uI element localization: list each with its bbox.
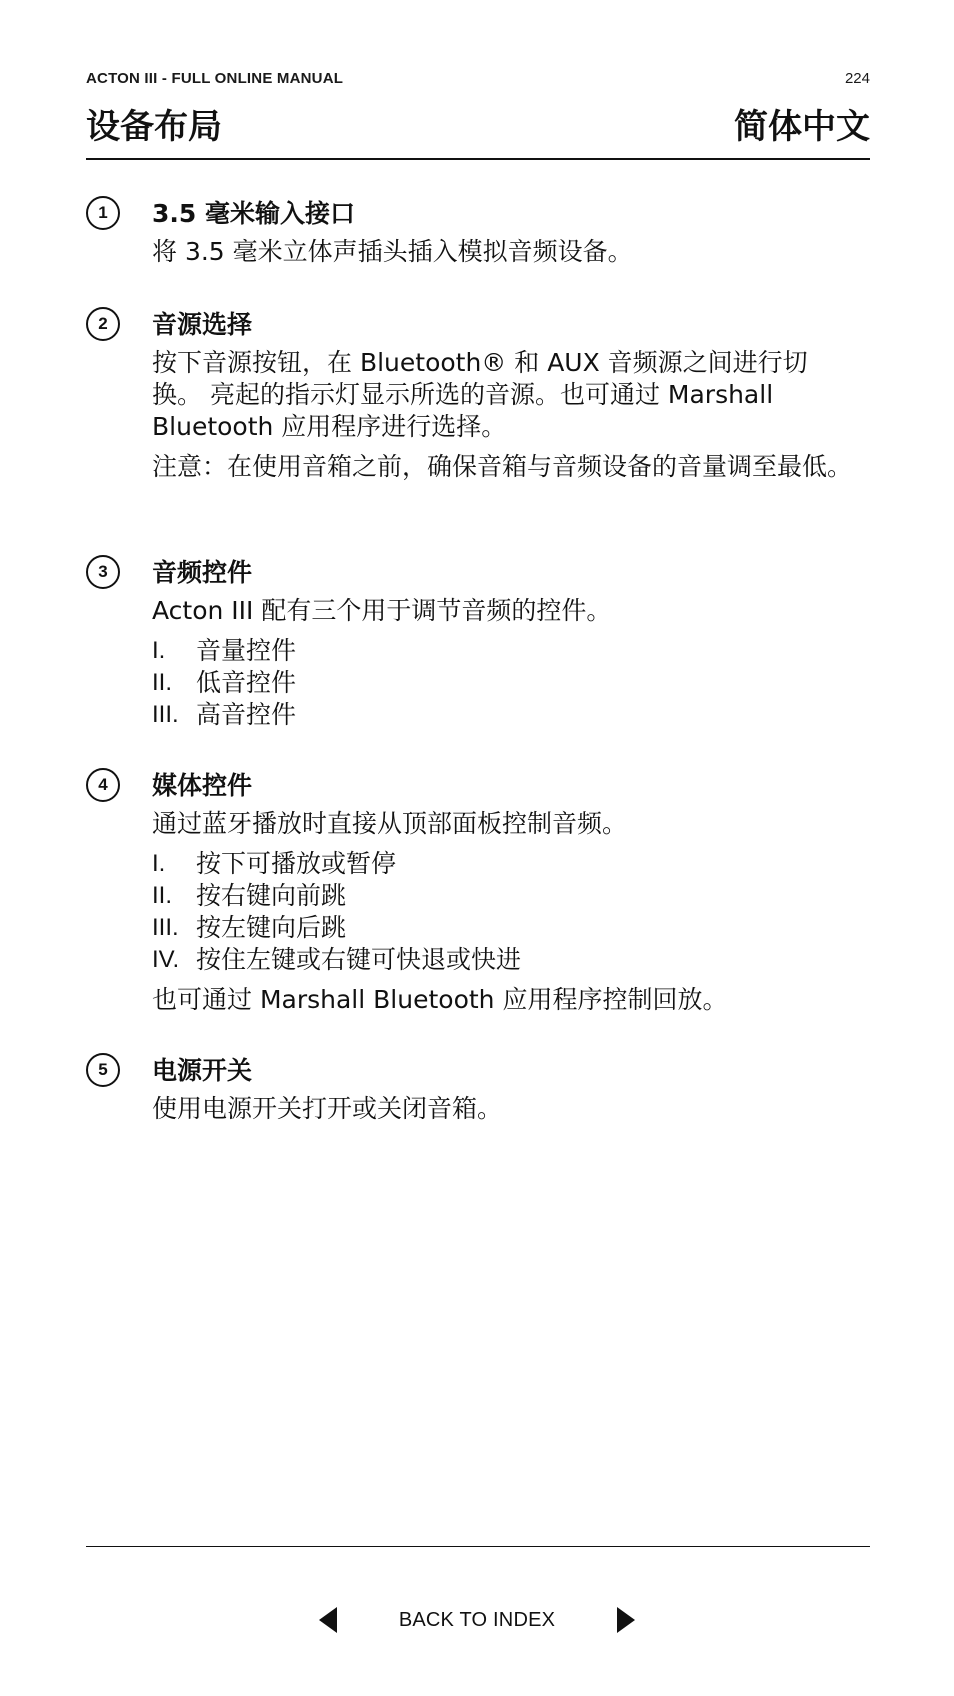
section-heading: 音频控件	[152, 558, 253, 587]
number-badge: 5	[86, 1053, 120, 1087]
section-text-after: 也可通过 Marshall Bluetooth 应用程序控制回放。	[152, 985, 728, 1014]
page-number: 224	[844, 70, 870, 87]
list-item: IV. 按住左键或右键可快退或快进	[152, 945, 522, 974]
bottom-divider	[86, 1546, 870, 1547]
section-text: Acton III 配有三个用于调节音频的控件。	[152, 596, 612, 625]
section-heading: 3.5 毫米输入接口	[152, 199, 355, 228]
media-control-list	[152, 848, 872, 976]
list-item: III. 高音控件	[152, 700, 297, 729]
number-badge: 4	[86, 768, 120, 802]
footer-nav	[0, 1600, 954, 1640]
back-to-index-link[interactable]: BACK TO INDEX	[398, 1608, 556, 1631]
section-heading: 电源开关	[152, 1056, 253, 1085]
triangle-right-icon[interactable]	[617, 1607, 635, 1633]
list-item: I. 音量控件	[152, 636, 297, 665]
section-heading: 音源选择	[152, 310, 253, 339]
list-item: II. 按右键向前跳	[152, 881, 347, 910]
language-label: 简体中文	[734, 107, 870, 147]
top-divider	[86, 158, 870, 160]
page-title: 设备布局	[86, 107, 222, 147]
section-text: 按下音源按钮，在 Bluetooth® 和 AUX 音频源之间进行切换。 亮起的指示灯显示所选的音源。也可通过 Marshall Bluetooth 应用程序进行选择。	[152, 348, 808, 441]
number-badge: 2	[86, 307, 120, 341]
triangle-left-icon[interactable]	[319, 1607, 337, 1633]
section-text: 使用电源开关打开或关闭音箱。	[152, 1094, 503, 1123]
list-item: III. 按左键向后跳	[152, 913, 347, 942]
section-text: 将 3.5 毫米立体声插头插入模拟音频设备。	[152, 237, 633, 266]
list-item: I. 按下可播放或暂停	[152, 849, 397, 878]
number-badge: 1	[86, 196, 120, 230]
section-note: 注意：在使用音箱之前，确保音箱与音频设备的音量调至最低。	[152, 452, 853, 481]
number-badge: 3	[86, 555, 120, 589]
section-text: 通过蓝牙播放时直接从顶部面板控制音频。	[152, 809, 628, 838]
list-item: II. 低音控件	[152, 668, 297, 697]
audio-control-list	[152, 635, 872, 731]
section-heading: 媒体控件	[152, 771, 253, 800]
manual-title: ACTON III - FULL ONLINE MANUAL	[86, 70, 344, 87]
